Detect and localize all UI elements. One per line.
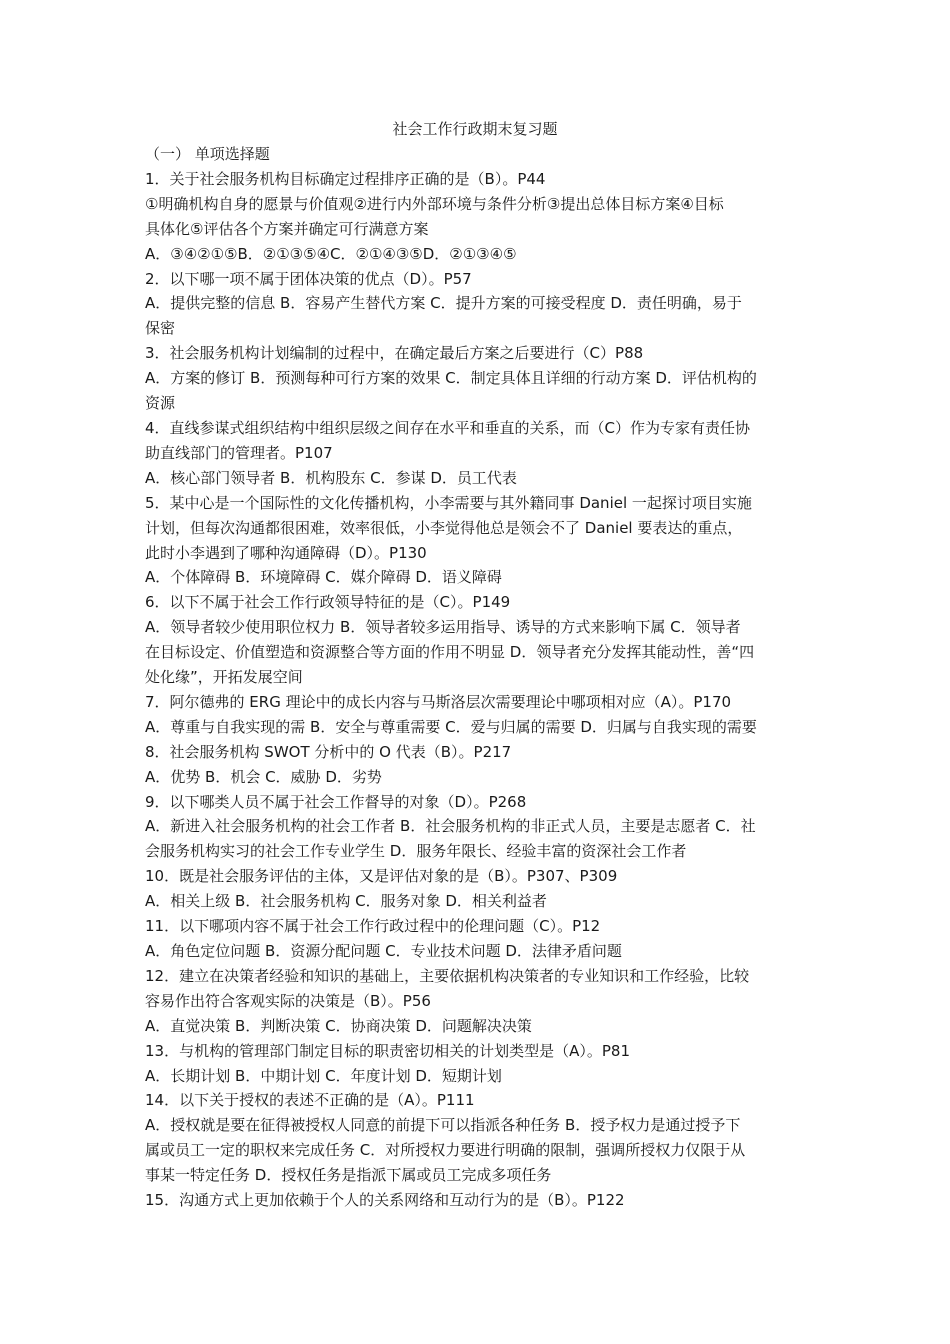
- text-line: 属或员工一定的职权来完成任务 C．对所授权力要进行明确的限制，强调所授权力仅限于从: [145, 1141, 746, 1160]
- text-line: 容易作出符合客观实际的决策是（B）。P56: [145, 991, 431, 1010]
- text-line: 5．某中心是一个国际性的文化传播机构，小李需要与其外籍同事 Daniel 一起探讨项目实施: [145, 493, 752, 512]
- text-line: A．新进入社会服务机构的社会工作者 B．社会服务机构的非正式人员，主要是志愿者 C．社: [145, 817, 756, 836]
- text-line: 15．沟通方式上更加依赖于个人的关系网络和互动行为的是（B）。P122: [145, 1191, 625, 1210]
- text-line: ①明确机构自身的愿景与价值观②进行内外部环境与条件分析③提出总体目标方案④目标: [145, 194, 724, 213]
- text-line: A．角色定位问题 B．资源分配问题 C．专业技术问题 D．法律矛盾问题: [145, 942, 622, 960]
- text-line: 6．以下不属于社会工作行政领导特征的是（C）。P149: [145, 593, 511, 612]
- section-heading: （一） 单项选择题: [145, 145, 270, 163]
- text-line: A．提供完整的信息 B．容易产生替代方案 C．提升方案的可接受程度 D．责任明确，易于: [145, 294, 742, 313]
- text-line: A．③④②①⑤B．②①③⑤④C．②①④③⑤D．②①③④⑤: [145, 244, 517, 263]
- text-line: A．尊重与自我实现的需 B．安全与尊重需要 C．爱与归属的需要 D．归属与自我实现的需要: [145, 717, 757, 736]
- text-line: A．相关上级 B．社会服务机构 C．服务对象 D．相关利益者: [145, 892, 547, 911]
- text-line: A．直觉决策 B．判断决策 C．协商决策 D．问题解决决策: [145, 1016, 532, 1035]
- text-line: A．优势 B．机会 C．威胁 D．劣势: [145, 767, 382, 786]
- question-lines: [145, 167, 810, 1213]
- text-line: 7．阿尔德弗的 ERG 理论中的成长内容与马斯洛层次需要理论中哪项相对应（A）。P170: [145, 692, 732, 711]
- text-line: 保密: [145, 319, 176, 338]
- text-line: 1．关于社会服务机构目标确定过程排序正确的是（B）。P44: [145, 169, 546, 188]
- text-line: 3．社会服务机构计划编制的过程中，在确定最后方案之后要进行（C）P88: [145, 344, 644, 363]
- document-title: 社会工作行政期末复习题: [392, 120, 558, 138]
- text-line: 资源: [145, 394, 176, 413]
- text-line: A．核心部门领导者 B．机构股东 C．参谋 D．员工代表: [145, 468, 517, 487]
- text-line: 处化缘”，开拓发展空间: [145, 668, 303, 687]
- text-line: 计划，但每次沟通都很困难，效率很低，小李觉得他总是领会不了 Daniel 要表达的重点，: [145, 518, 743, 537]
- text-line: 具体化⑤评估各个方案并确定可行满意方案: [145, 219, 429, 238]
- text-line: 会服务机构实习的社会工作专业学生 D．服务年限长、经验丰富的资深社会工作者: [145, 842, 687, 861]
- text-line: A．领导者较少使用职位权力 B．领导者较多运用指导、诱导的方式来影响下属 C．领导者: [145, 618, 741, 637]
- text-line: 2．以下哪一项不属于团体决策的优点（D）。P57: [145, 269, 472, 288]
- text-line: 10．既是社会服务评估的主体，又是评估对象的是（B）。P307、P309: [145, 867, 618, 886]
- document-body: [145, 142, 810, 1213]
- text-line: 12．建立在决策者经验和知识的基础上，主要依据机构决策者的专业知识和工作经验，比较: [145, 966, 750, 985]
- text-line: A．授权就是要在征得被授权人同意的前提下可以指派各种任务 B．授予权力是通过授予下: [145, 1116, 741, 1135]
- text-line: 14．以下关于授权的表述不正确的是（A）。P111: [145, 1091, 475, 1110]
- text-line: 8．社会服务机构 SWOT 分析中的 O 代表（B）。P217: [145, 742, 512, 761]
- text-line: 此时小李遇到了哪种沟通障碍（D）。P130: [145, 543, 427, 562]
- text-line: 在目标设定、价值塑造和资源整合等方面的作用不明显 D．领导者充分发挥其能动性，善“四: [145, 643, 755, 662]
- text-line: A．方案的修订 B．预测每种可行方案的效果 C．制定具体且详细的行动方案 D．评估机构的: [145, 369, 757, 388]
- text-line: A．长期计划 B．中期计划 C．年度计划 D．短期计划: [145, 1066, 502, 1085]
- text-line: 助直线部门的管理者。P107: [145, 443, 333, 462]
- text-line: 事某一特定任务 D．授权任务是指派下属或员工完成多项任务: [145, 1166, 552, 1185]
- text-line: 9．以下哪类人员不属于社会工作督导的对象（D）。P268: [145, 792, 527, 811]
- text-line: 11．以下哪项内容不属于社会工作行政过程中的伦理问题（C）。P12: [145, 917, 601, 936]
- text-line: A．个体障碍 B．环境障碍 C．媒介障碍 D．语义障碍: [145, 568, 502, 587]
- text-line: 4．直线参谋式组织结构中组织层级之间存在水平和垂直的关系，而（C）作为专家有责任协: [145, 418, 751, 437]
- text-line: 13．与机构的管理部门制定目标的职责密切相关的计划类型是（A）。P81: [145, 1041, 630, 1060]
